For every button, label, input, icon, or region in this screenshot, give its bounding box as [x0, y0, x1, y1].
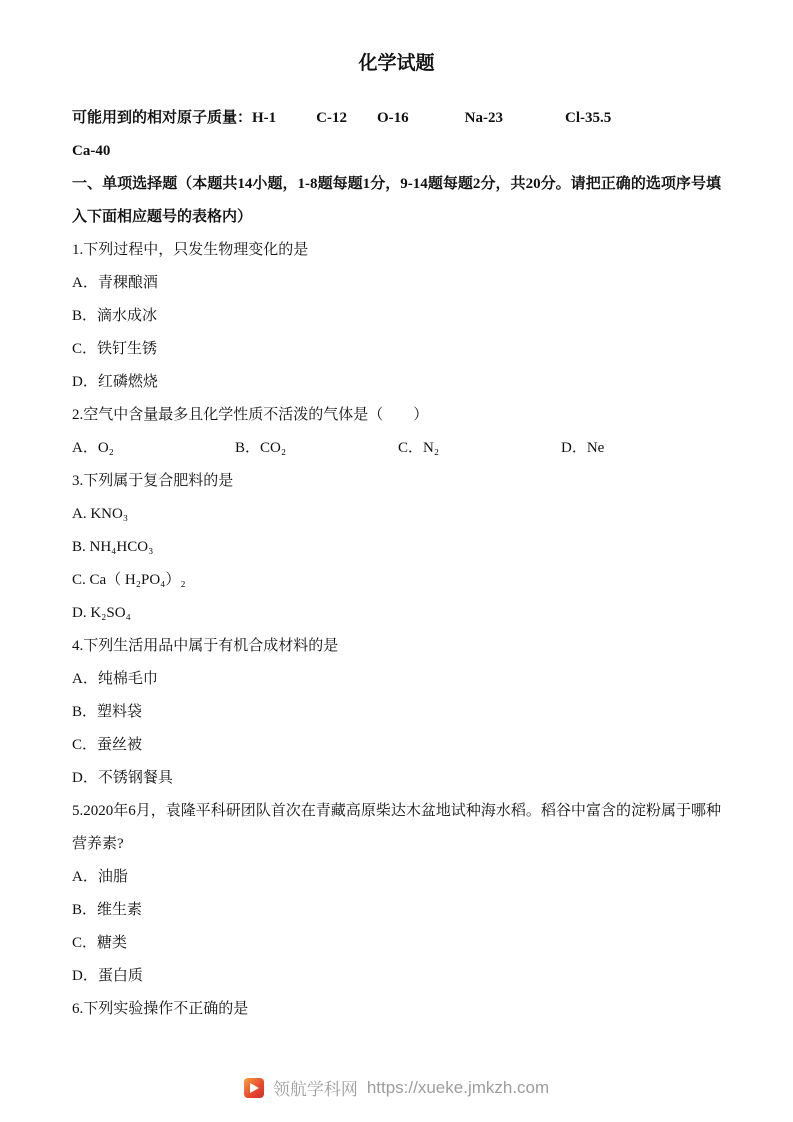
option: B. NH₄HCO₃ — [72, 539, 154, 555]
question-5 — [72, 795, 721, 993]
question-stem: 5.2020年6月，袁隆平科研团队首次在青藏高原柴达木盆地试种海水稻。稻谷中富含的淀粉属于哪种营养素? — [72, 803, 721, 852]
footer-site-name: 领航学科网 — [272, 1080, 358, 1099]
question-6 — [72, 993, 721, 1026]
option: D. K₂SO₄ — [72, 605, 131, 621]
question-stem: 3.下列属于复合肥料的是 — [72, 473, 234, 489]
mass-token: C-12 — [316, 110, 347, 126]
question-1 — [72, 234, 721, 399]
option: A．纯棉毛巾 — [72, 671, 158, 687]
question-stem: 1.下列过程中，只发生物理变化的是 — [72, 242, 309, 258]
section-heading: 一、单项选择题（本题共14小题，1-8题每题1分，9-14题每题2分，共20分。请把正确的选项序号填入下面相应题号的表格内） — [72, 176, 721, 225]
question-options-row — [72, 432, 721, 465]
mass-token: Cl-35.5 — [565, 110, 612, 126]
option: B．塑料袋 — [72, 704, 143, 720]
option: D．蛋白质 — [72, 968, 143, 984]
atomic-masses-continued: Ca-40 — [72, 143, 111, 159]
atomic-masses-prefix: 可能用到的相对原子质量：H-1 — [72, 110, 277, 126]
question-stem: 2.空气中含量最多且化学性质不活泼的气体是（ ） — [72, 407, 429, 423]
atomic-masses-line — [72, 102, 721, 135]
mass-token: O-16 — [377, 110, 409, 126]
option: B．滴水成冰 — [72, 308, 158, 324]
footer-watermark — [0, 1075, 793, 1100]
footer-site-url: https://xueke.jmkzh.com — [366, 1077, 550, 1097]
option: A．青稞酿酒 — [72, 275, 158, 291]
question-stem: 4.下列生活用品中属于有机合成材料的是 — [72, 638, 339, 654]
option: D．Ne — [561, 440, 605, 456]
option: C．糖类 — [72, 935, 128, 951]
option: C. Ca（ H₂PO₄）₂ — [72, 572, 186, 588]
option: C．N₂ — [398, 440, 440, 456]
option: A．O₂ — [72, 440, 114, 456]
question-stem: 6.下列实验操作不正确的是 — [72, 1001, 249, 1017]
option: A．油脂 — [72, 869, 128, 885]
page-title: 化学试题 — [358, 53, 435, 74]
option: D．不锈钢餐具 — [72, 770, 173, 786]
question-2 — [72, 399, 721, 465]
site-logo-icon — [244, 1078, 264, 1098]
option: B．CO₂ — [235, 440, 287, 456]
option: A. KNO₃ — [72, 506, 129, 522]
option: B．维生素 — [72, 902, 143, 918]
mass-token: Na-23 — [464, 110, 503, 126]
option: C．蚕丝被 — [72, 737, 143, 753]
option: D．红磷燃烧 — [72, 374, 158, 390]
option: C．铁钉生锈 — [72, 341, 158, 357]
question-3 — [72, 465, 721, 630]
question-4 — [72, 630, 721, 795]
